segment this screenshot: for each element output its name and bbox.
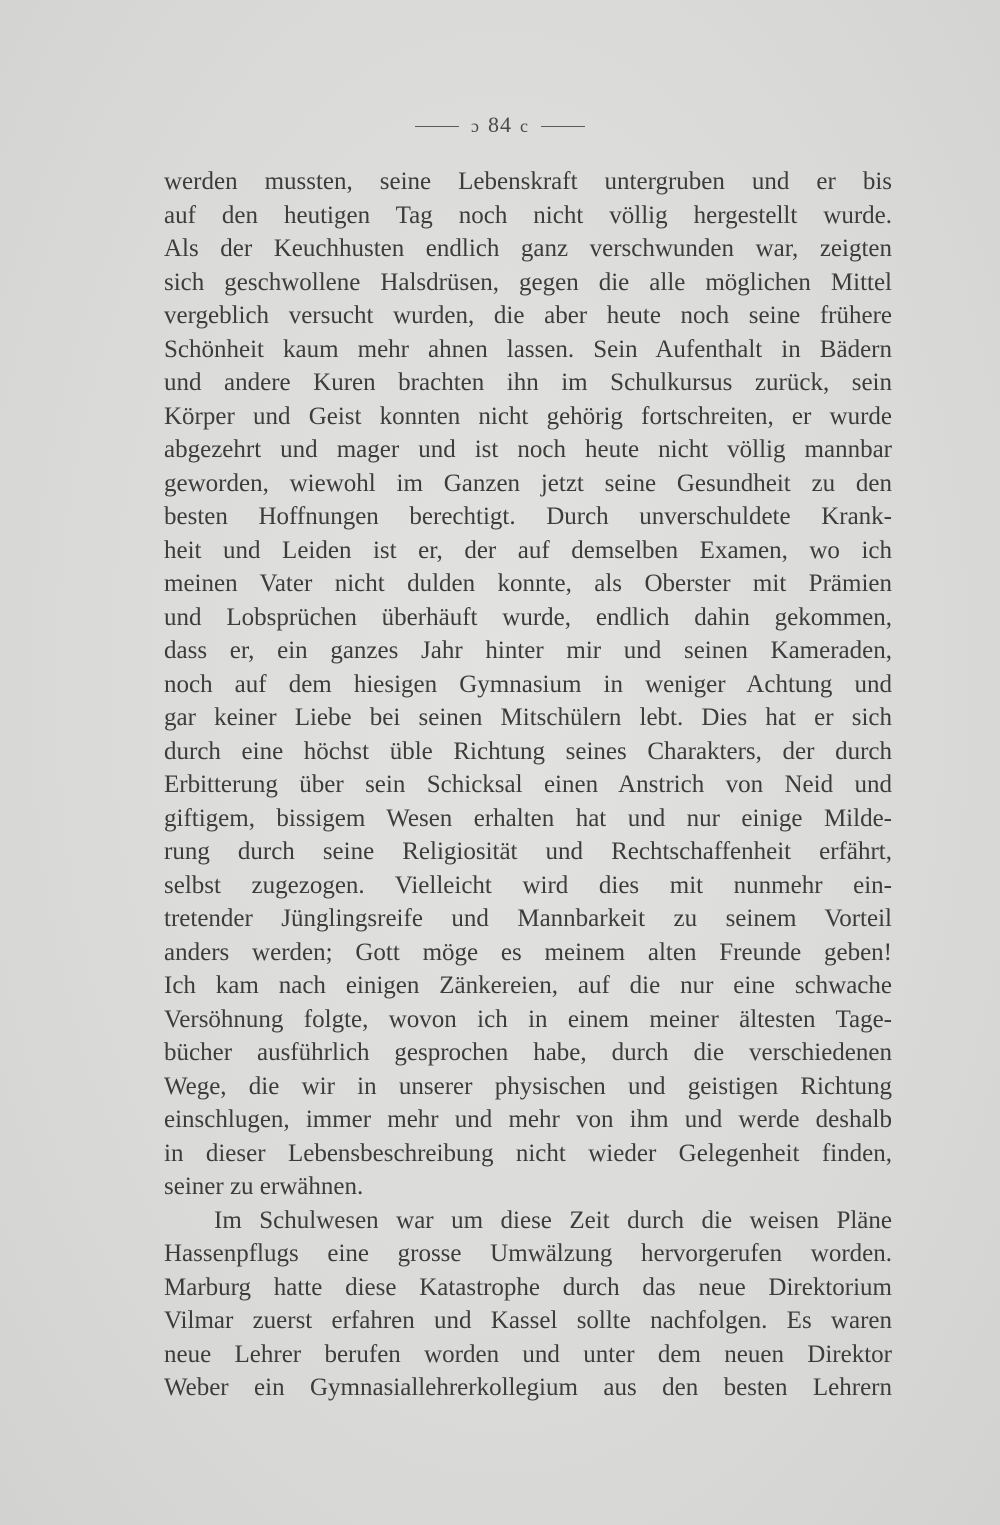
text-line: und Lobsprüchen überhäuft wurde, endlich dahin gekommen, bbox=[164, 603, 892, 631]
text-line: seiner zu erwähnen. bbox=[164, 1173, 364, 1200]
text-line: noch auf dem hiesigen Gymnasium in weniger Achtung und bbox=[164, 670, 892, 698]
text-line: Vilmar zuerst erfahren und Kassel sollte nachfolgen. Es waren bbox=[164, 1307, 892, 1334]
text-line: Schönheit kaum mehr ahnen lassen. Sein Aufenthalt in Bädern bbox=[164, 335, 892, 363]
body-text bbox=[164, 165, 892, 1405]
page-header bbox=[0, 112, 1000, 138]
page-number: 84 bbox=[488, 112, 512, 137]
text-line: Versöhnung folgte, wovon ich in einem meiner ältesten Tage- bbox=[164, 1005, 892, 1033]
text-line: Marburg hatte diese Katastrophe durch das neue Direktorium bbox=[164, 1273, 892, 1301]
text-line: selbst zugezogen. Vielleicht wird dies mit nunmehr ein- bbox=[164, 871, 892, 899]
paragraph-1 bbox=[164, 165, 892, 1204]
text-line: Im Schulwesen war um diese Zeit durch die weisen Pläne bbox=[214, 1206, 892, 1234]
text-line: giftigem, bissigem Wesen erhalten hat und nur einige Milde- bbox=[164, 804, 892, 832]
left-ornament: ɔ bbox=[471, 116, 480, 136]
right-rule bbox=[541, 126, 585, 127]
text-line: Weber ein Gymnasiallehrerkollegium aus den besten Lehrern bbox=[164, 1374, 892, 1401]
right-ornament: c bbox=[520, 116, 529, 136]
text-line: Als der Keuchhusten endlich ganz verschwunden war, zeigten bbox=[164, 235, 892, 262]
text-line: besten Hoffnungen berechtigt. Durch unverschuldete Krank- bbox=[164, 503, 892, 530]
text-line: Ich kam nach einigen Zänkereien, auf die nur eine schwache bbox=[164, 972, 892, 999]
text-line: abgezehrt und mager und ist noch heute nicht völlig mannbar bbox=[164, 436, 892, 463]
text-line: Hassenpflugs eine grosse Umwälzung hervorgerufen worden. bbox=[164, 1240, 892, 1267]
text-line: sich geschwollene Halsdrüsen, gegen die alle möglichen Mittel bbox=[164, 268, 892, 296]
text-line: Erbitterung über sein Schicksal einen Anstrich von Neid und bbox=[164, 771, 892, 798]
text-line: dass er, ein ganzes Jahr hinter mir und seinen Kameraden, bbox=[164, 637, 892, 664]
text-line: in dieser Lebensbeschreibung nicht wieder Gelegenheit finden, bbox=[164, 1139, 892, 1167]
text-line: Körper und Geist konnten nicht gehörig fortschreiten, er wurde bbox=[164, 402, 892, 430]
text-line: Wege, die wir in unserer physischen und geistigen Richtung bbox=[164, 1072, 892, 1100]
text-line: vergeblich versucht wurden, die aber heute noch seine frühere bbox=[164, 302, 892, 329]
text-line: rung durch seine Religiosität und Rechtschaffenheit erfährt, bbox=[164, 838, 892, 865]
text-line: und andere Kuren brachten ihn im Schulkursus zurück, sein bbox=[164, 369, 892, 396]
text-line: durch eine höchst üble Richtung seines Charakters, der durch bbox=[164, 737, 892, 765]
text-line: geworden, wiewohl im Ganzen jetzt seine Gesundheit zu den bbox=[164, 469, 892, 497]
paragraph-2 bbox=[164, 1204, 892, 1405]
text-line: werden mussten, seine Lebenskraft untergruben und er bis bbox=[164, 168, 892, 195]
text-line: meinen Vater nicht dulden konnte, als Oberster mit Prämien bbox=[164, 570, 892, 597]
text-line: heit und Leiden ist er, der auf demselben Examen, wo ich bbox=[164, 536, 892, 564]
text-line: bücher ausführlich gesprochen habe, durch die verschiedenen bbox=[164, 1039, 892, 1066]
text-line: auf den heutigen Tag noch nicht völlig hergestellt wurde. bbox=[164, 201, 892, 229]
text-line: tretender Jünglingsreife und Mannbarkeit zu seinem Vorteil bbox=[164, 905, 892, 932]
text-line: gar keiner Liebe bei seinen Mitschülern lebt. Dies hat er sich bbox=[164, 704, 892, 731]
text-line: einschlugen, immer mehr und mehr von ihm und werde deshalb bbox=[164, 1106, 892, 1133]
left-rule bbox=[415, 126, 459, 127]
text-line: anders werden; Gott möge es meinem alten Freunde geben! bbox=[164, 938, 892, 966]
text-line: neue Lehrer berufen worden und unter dem neuen Direktor bbox=[164, 1340, 892, 1368]
